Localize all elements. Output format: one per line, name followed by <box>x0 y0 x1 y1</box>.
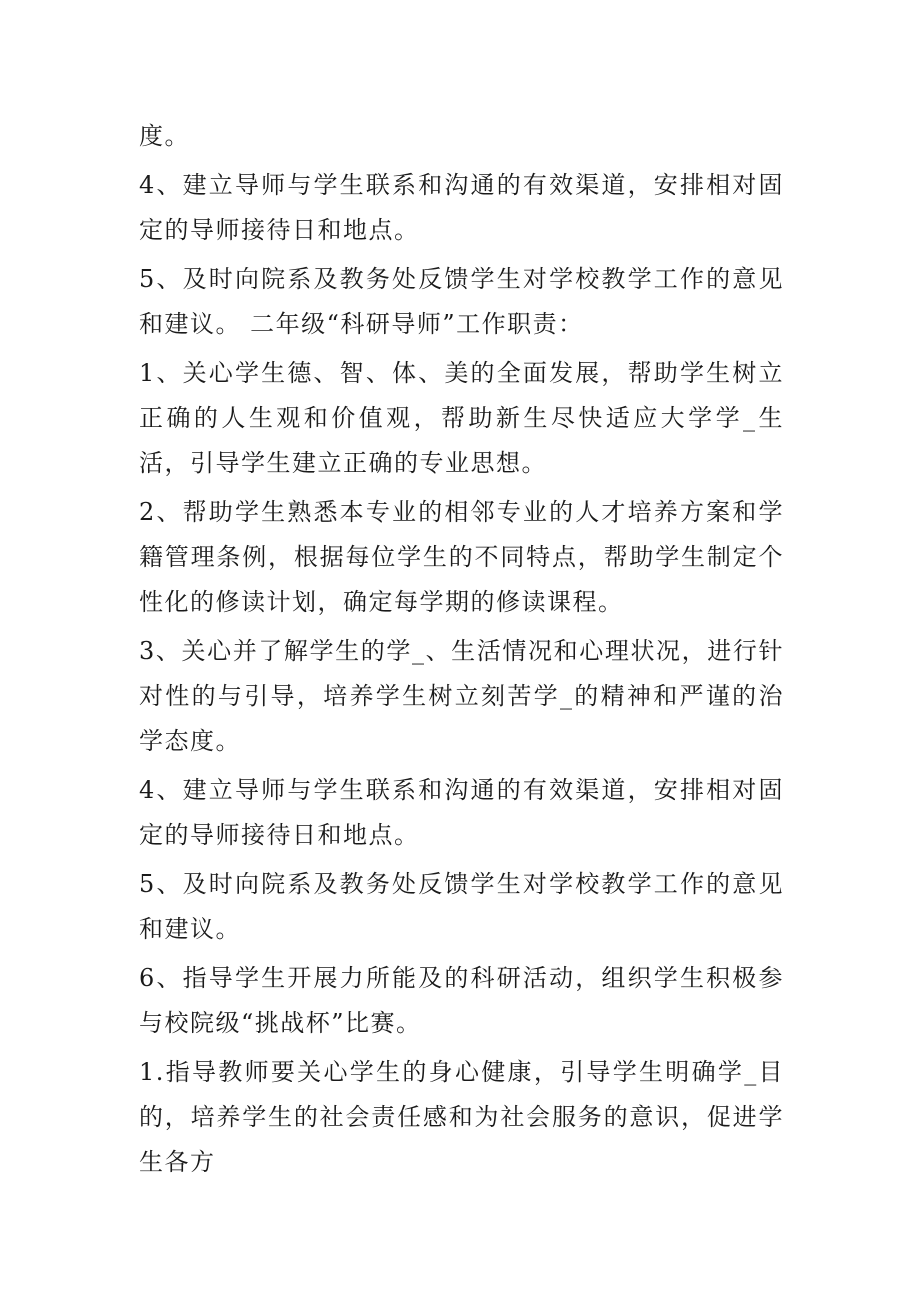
paragraph-item-4-repeat: 4、建立导师与学生联系和沟通的有效渠道，安排相对固定的导师接待日和地点。 <box>139 776 784 849</box>
paragraph-item-4: 4、建立导师与学生联系和沟通的有效渠道，安排相对固定的导师接待日和地点。 <box>139 171 784 244</box>
paragraph-item-2: 2、帮助学生熟悉本专业的相邻专业的人才培养方案和学籍管理条例，根据每位学生的不同特点，帮助学生制定个性化的修读计划，确定每学期的修读课程。 <box>139 498 784 616</box>
paragraph-numbered-1: 1.指导教师要关心学生的身心健康，引导学生明确学_目的，培养学生的社会责任感和为社会服务的意识，促进学生各方 <box>139 1058 784 1176</box>
paragraph-continuation: 度。 <box>139 122 190 150</box>
paragraph-item-3: 3、关心并了解学生的学_、生活情况和心理状况，进行针对性的与引导，培养学生树立刻苦学_的精神和严谨的治学态度。 <box>139 637 784 755</box>
paragraph-item-1: 1、关心学生德、智、体、美的全面发展，帮助学生树立正确的人生观和价值观，帮助新生尽快适应大学学_生活，引导学生建立正确的专业思想。 <box>139 359 784 477</box>
paragraph-item-6: 6、指导学生开展力所能及的科研活动，组织学生积极参与校院级“挑战杯”比赛。 <box>139 964 784 1037</box>
document-body <box>139 114 784 1189</box>
paragraph-item-5-repeat: 5、及时向院系及教务处反馈学生对学校教学工作的意见和建议。 <box>139 870 784 943</box>
paragraph-item-5-with-heading: 5、及时向院系及教务处反馈学生对学校教学工作的意见和建议。 二年级“科研导师”工作职责： <box>139 265 784 338</box>
